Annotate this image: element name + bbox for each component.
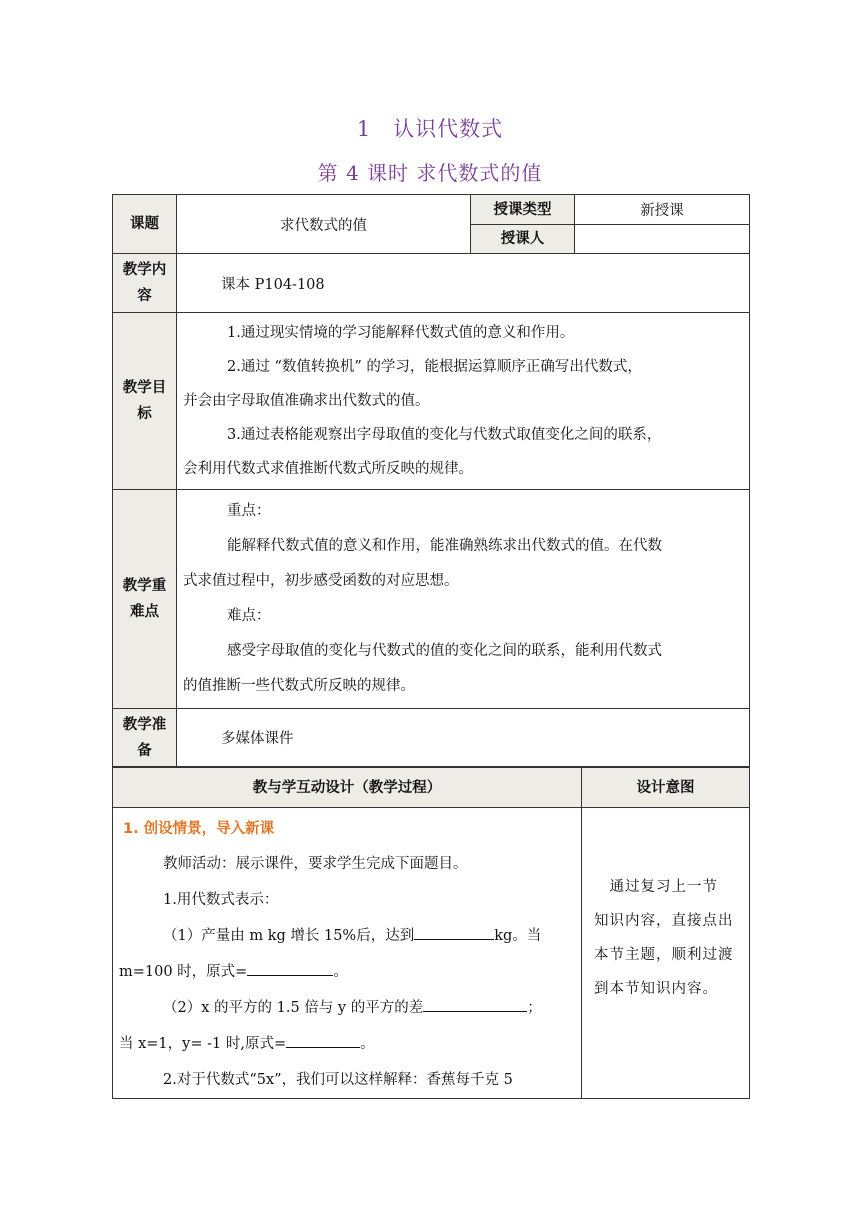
keypoint-line: 的值推断一些代数式所反映的规律。 xyxy=(183,678,415,694)
content-value: 课本 P104-108 xyxy=(177,254,750,313)
teacher-value xyxy=(575,225,750,254)
section-title: 1. 创设情景，导入新课 xyxy=(123,821,275,837)
question-text: m=100 时，原式= xyxy=(119,964,248,980)
prep-value: 多媒体课件 xyxy=(177,709,750,767)
goals-cell xyxy=(177,313,750,490)
process-line: 2.对于代数式“5x”，我们可以这样解释：香蕉每千克 5 xyxy=(163,1072,513,1088)
unit-title: 1 认识代数式 xyxy=(356,117,504,141)
goal-line: 3.通过表格能观察出字母取值的变化与代数式取值变化之间的联系， xyxy=(227,427,662,443)
question-text: （1）产量由 m kg 增长 15%后，达到 xyxy=(163,928,415,944)
keypoint-line: 能解释代数式值的意义和作用，能准确熟练求出代数式的值。在代数 xyxy=(227,538,662,554)
process-line xyxy=(119,990,575,1026)
process-cell xyxy=(113,808,582,1099)
intent-line: 知识内容，直接点出 xyxy=(594,913,734,929)
intent-line: 通过复习上一节 xyxy=(594,879,718,895)
question-text: ； xyxy=(527,1000,542,1016)
answer-blank xyxy=(414,923,494,940)
process-line xyxy=(119,918,575,954)
process-column-header: 教与学互动设计（教学过程） xyxy=(113,768,582,808)
keypoint-line: 式求值过程中，初步感受函数的对应思想。 xyxy=(183,573,459,589)
topic-label: 课题 xyxy=(113,195,177,254)
answer-blank xyxy=(423,995,527,1012)
question-text: （2）x 的平方的 1.5 倍与 y 的平方的差 xyxy=(163,1000,424,1016)
keypoint-line: 重点： xyxy=(227,503,271,519)
question-text: 。 xyxy=(333,964,348,980)
prep-label: 教学准备 xyxy=(113,709,177,767)
lesson-type-value: 新授课 xyxy=(575,195,750,225)
process-line xyxy=(119,954,575,990)
process-table xyxy=(112,767,750,1099)
topic-value: 求代数式的值 xyxy=(177,195,471,254)
keypoint-line: 感受字母取值的变化与代数式的值的变化之间的联系，能利用代数式 xyxy=(227,643,662,659)
lesson-type-label: 授课类型 xyxy=(471,195,575,225)
intent-line: 本节主题，顺利过渡 xyxy=(594,947,734,963)
answer-blank xyxy=(286,1031,360,1048)
process-line: 1.用代数式表示： xyxy=(163,892,279,908)
goal-line: 1.通过现实情境的学习能解释代数式值的意义和作用。 xyxy=(227,325,575,341)
lesson-title: 第 4 课时 求代数式的值 xyxy=(317,161,543,185)
answer-blank xyxy=(247,959,333,976)
question-text: 。 xyxy=(360,1036,375,1052)
goal-line: 2.通过 “数值转换机” 的学习，能根据运算顺序正确写出代数式， xyxy=(227,359,642,375)
goal-line: 并会由字母取值准确求出代数式的值。 xyxy=(183,393,430,409)
keypoint-line: 难点： xyxy=(227,608,271,624)
question-text: 当 x=1，y= -1 时,原式= xyxy=(119,1036,287,1052)
intent-column-header: 设计意图 xyxy=(582,768,750,808)
goal-line: 会利用代数式求值推断代数式所反映的规律。 xyxy=(183,461,473,477)
goals-label: 教学目标 xyxy=(113,313,177,490)
keypoints-label: 教学重难点 xyxy=(113,490,177,709)
content-label: 教学内容 xyxy=(113,254,177,313)
lesson-info-table xyxy=(112,194,750,767)
intent-line: 到本节知识内容。 xyxy=(594,981,718,997)
keypoints-cell xyxy=(177,490,750,709)
question-text: kg。当 xyxy=(494,928,542,944)
intent-cell xyxy=(582,808,750,1099)
teacher-label: 授课人 xyxy=(471,225,575,254)
process-line xyxy=(119,1026,575,1062)
process-line: 教师活动：展示课件，要求学生完成下面题目。 xyxy=(163,856,468,872)
